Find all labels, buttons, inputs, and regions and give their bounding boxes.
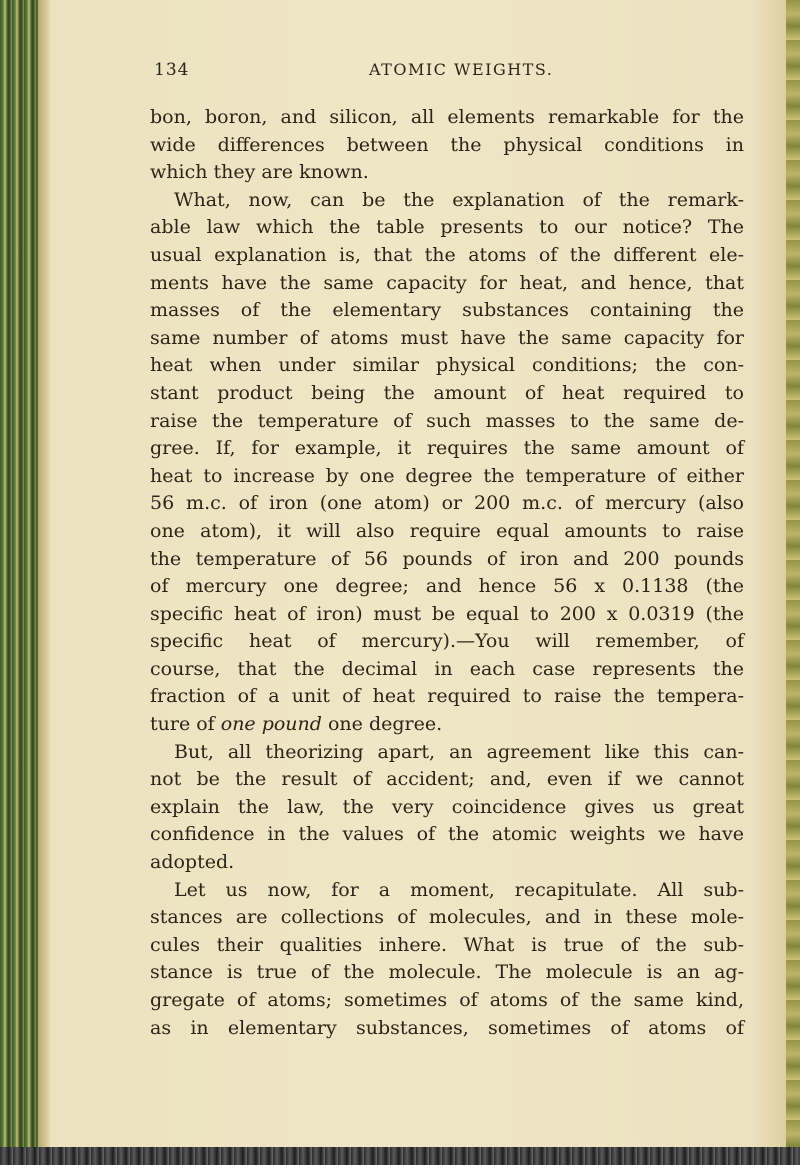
text-line: ments have the same capacity for heat, and hence, that xyxy=(150,271,744,294)
text-line: masses of the elementary substances containing the xyxy=(150,299,744,322)
text-line: specific heat of iron) must be equal to 200 x 0.0319 (the xyxy=(150,602,744,625)
text-line: stant product being the amount of heat required to xyxy=(150,381,744,404)
text-line: adopted. xyxy=(150,851,235,874)
text-line: What, now, can be the explanation of the remark- xyxy=(174,188,744,211)
text-line: usual explanation is, that the atoms of the different ele- xyxy=(150,243,744,266)
text-line: the temperature of 56 pounds of iron and 200 pounds xyxy=(150,547,744,570)
body-text xyxy=(150,104,744,1042)
text-line: as in elementary substances, sometimes of atoms of xyxy=(150,1016,744,1039)
page-right-edge xyxy=(786,0,800,1165)
text-line: course, that the decimal in each case represents the xyxy=(150,657,744,680)
text-line: confidence in the values of the atomic weights we have xyxy=(150,823,744,846)
text-line: explain the law, the very coincidence gives us great xyxy=(150,795,744,818)
text-line: able law which the table presents to our notice? The xyxy=(150,216,744,239)
running-header xyxy=(154,60,714,86)
line-text: one degree. xyxy=(321,713,443,736)
text-line: stances are collections of molecules, and in these mole- xyxy=(150,906,744,929)
text-line: fraction of a unit of heat required to raise the tempera- xyxy=(150,685,744,708)
text-line: gree. If, for example, it requires the same amount of xyxy=(150,437,744,460)
text-line: wide differences between the physical conditions in xyxy=(150,133,744,156)
emphasis-text: one pound xyxy=(220,713,322,736)
gutter-shadow xyxy=(38,0,50,1165)
text-line: bon, boron, and silicon, all elements remarkable for the xyxy=(150,106,744,128)
text-line: Let us now, for a moment, recapitulate. All sub- xyxy=(174,878,744,901)
text-line: stance is true of the molecule. The molecule is an ag- xyxy=(150,961,744,984)
text-line: gregate of atoms; sometimes of atoms of the same kind, xyxy=(150,989,744,1011)
text-line: heat to increase by one degree the temperature of either xyxy=(150,464,744,487)
page-bottom-edge xyxy=(0,1147,800,1165)
text-line: But, all theorizing apart, an agreement like this can- xyxy=(174,740,744,763)
running-title: ATOMIC WEIGHTS. xyxy=(369,60,554,79)
text-line: not be the result of accident; and, even if we cannot xyxy=(150,768,744,791)
text-line: of mercury one degree; and hence 56 x 0.1138 (the xyxy=(150,575,744,598)
text-line: specific heat of mercury).—You will remember, of xyxy=(150,630,744,653)
text-line: 56 m.c. of iron (one atom) or 200 m.c. of mercury (also xyxy=(150,492,744,515)
text-line xyxy=(150,711,744,739)
text-line: same number of atoms must have the same capacity for xyxy=(150,326,744,349)
text-line: raise the temperature of such masses to the same de- xyxy=(150,409,744,432)
text-line: one atom), it will also require equal amounts to raise xyxy=(150,519,744,542)
book-binding-gutter xyxy=(0,0,38,1165)
text-line: which they are known. xyxy=(150,161,369,184)
text-line: cules their qualities inhere. What is true of the sub- xyxy=(150,933,744,956)
text-line: heat when under similar physical conditions; the con- xyxy=(150,354,744,377)
line-text: ture of xyxy=(150,713,221,736)
page-number: 134 xyxy=(154,60,190,80)
